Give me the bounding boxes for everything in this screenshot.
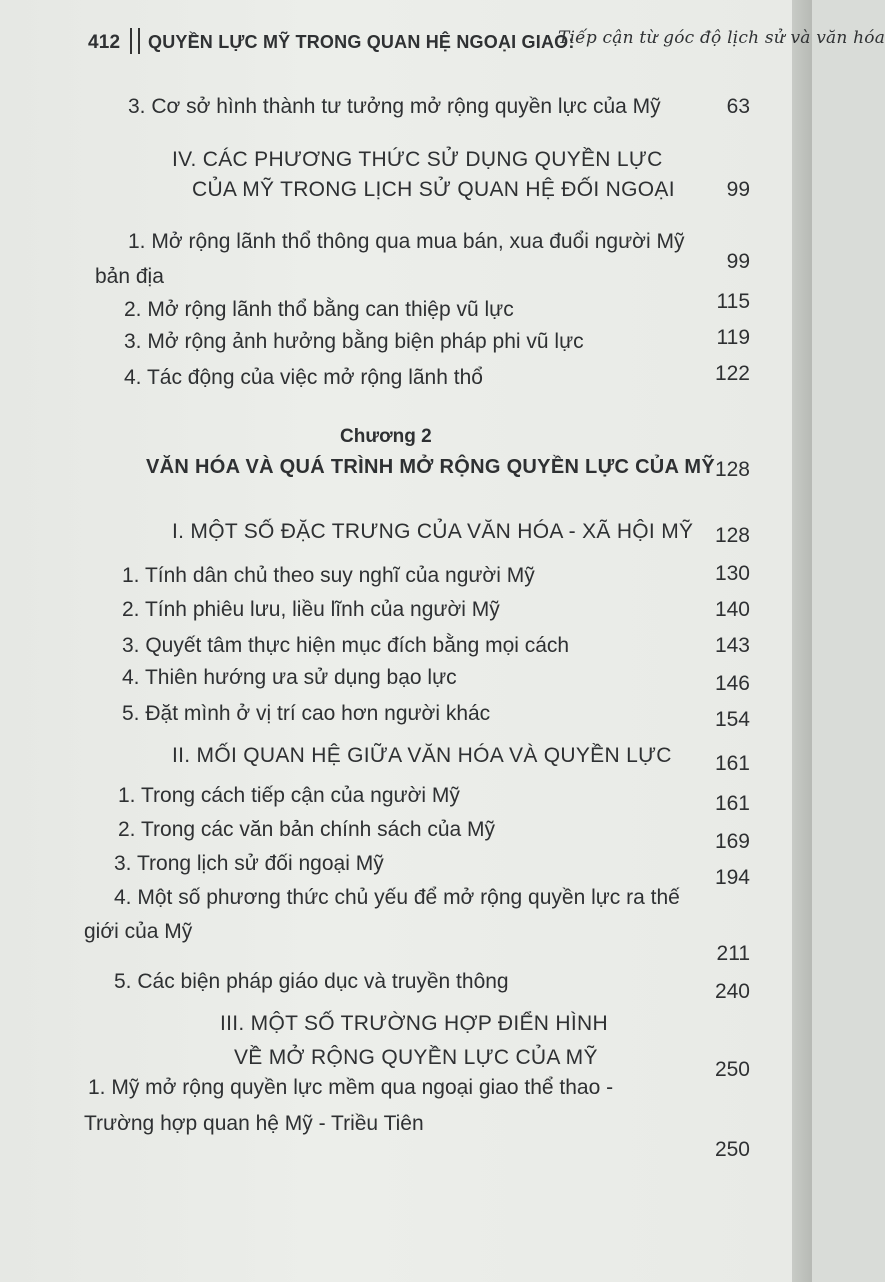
header-title: QUYỀN LỰC MỸ TRONG QUAN HỆ NGOẠI GIAO:	[148, 32, 575, 52]
toc-entry-text: giới của Mỹ	[84, 920, 193, 943]
toc-entry-text: 5. Các biện pháp giáo dục và truyền thông	[114, 970, 509, 993]
toc-entry-page: 63	[726, 95, 750, 118]
toc-entry-page: 240	[714, 980, 750, 1003]
toc-section-heading: II. MỐI QUAN HỆ GIỮA VĂN HÓA VÀ QUYỀN LỰC	[172, 744, 672, 767]
toc-entry-page: 161	[714, 752, 750, 775]
toc-entry-page: 143	[714, 634, 750, 657]
toc-entry-page: 161	[714, 792, 750, 815]
toc-entry-text: 5. Đặt mình ở vị trí cao hơn người khác	[122, 702, 491, 725]
toc-entry-text: 3. Mở rộng ảnh hưởng bằng biện pháp phi vũ lực	[124, 330, 584, 353]
toc-entry-text: 3. Quyết tâm thực hiện mục đích bằng mọi cách	[122, 634, 570, 657]
toc-entry-text: 1. Tính dân chủ theo suy nghĩ của người Mỹ	[122, 564, 535, 587]
toc-entry-page: 146	[714, 672, 750, 695]
toc-section-heading: CỦA MỸ TRONG LỊCH SỬ QUAN HỆ ĐỐI NGOẠI	[192, 178, 675, 201]
chapter-title: VĂN HÓA VÀ QUÁ TRÌNH MỞ RỘNG QUYỀN LỰC CỦA MỸ	[146, 456, 716, 478]
toc-entry-page: 122	[714, 362, 750, 385]
toc-entry-text: 2. Tính phiêu lưu, liều lĩnh của người Mỹ	[122, 598, 500, 621]
toc-entry-page: 99	[726, 250, 750, 273]
toc-entry-text: 4. Thiên hướng ưa sử dụng bạo lực	[122, 666, 457, 689]
toc-entry-page: 169	[714, 830, 750, 853]
toc-section-heading: III. MỘT SỐ TRƯỜNG HỢP ĐIỂN HÌNH	[220, 1012, 608, 1035]
toc-entry-text: 1. Mở rộng lãnh thổ thông qua mua bán, xua đuổi người Mỹ	[128, 230, 685, 253]
header-subtitle: Tiếp cận từ góc độ lịch sử và văn hóa	[558, 28, 885, 48]
toc-entry-page: 154	[714, 708, 750, 731]
toc-entry-page: 128	[714, 524, 750, 547]
chapter-page: 128	[714, 458, 750, 481]
toc-entry-page: 99	[726, 178, 750, 201]
header-page-number: 412	[88, 32, 121, 53]
toc-entry-page: 130	[714, 562, 750, 585]
toc-entry-page: 140	[714, 598, 750, 621]
toc-entry-text: Trường hợp quan hệ Mỹ - Triều Tiên	[84, 1112, 424, 1135]
toc-entry-text: 3. Trong lịch sử đối ngoại Mỹ	[114, 852, 384, 875]
toc-section-heading: VỀ MỞ RỘNG QUYỀN LỰC CỦA MỸ	[234, 1046, 598, 1069]
toc-entry-page: 115	[716, 290, 750, 313]
toc-entry-page: 250	[714, 1058, 750, 1081]
toc-entry-text: 4. Tác động của việc mở rộng lãnh thổ	[124, 366, 483, 389]
toc-entry-text: 1. Mỹ mở rộng quyền lực mềm qua ngoại giao thể thao -	[88, 1076, 614, 1099]
page-edge	[792, 0, 812, 1282]
running-header	[88, 22, 885, 62]
toc-entry-text: 2. Mở rộng lãnh thổ bằng can thiệp vũ lực	[124, 298, 514, 321]
toc-entry-page: 250	[714, 1138, 750, 1161]
toc-entry-text: 4. Một số phương thức chủ yếu để mở rộng quyền lực ra thế	[114, 886, 680, 909]
toc-entry-page: 211	[716, 942, 750, 965]
toc-entry-text: bản địa	[95, 265, 164, 288]
toc-entry-text: 3. Cơ sở hình thành tư tưởng mở rộng quyền lực của Mỹ	[128, 95, 661, 118]
toc-section-heading: I. MỘT SỐ ĐẶC TRƯNG CỦA VĂN HÓA - XÃ HỘI MỸ	[172, 520, 694, 543]
toc-entry-page: 119	[716, 326, 750, 349]
chapter-label: Chương 2	[340, 426, 432, 447]
header-divider	[130, 28, 140, 54]
toc-entry-page: 194	[714, 866, 750, 889]
toc-section-heading: IV. CÁC PHƯƠNG THỨC SỬ DỤNG QUYỀN LỰC	[172, 148, 663, 171]
toc-entry-text: 1. Trong cách tiếp cận của người Mỹ	[118, 784, 460, 807]
toc-entry-text: 2. Trong các văn bản chính sách của Mỹ	[118, 818, 496, 841]
